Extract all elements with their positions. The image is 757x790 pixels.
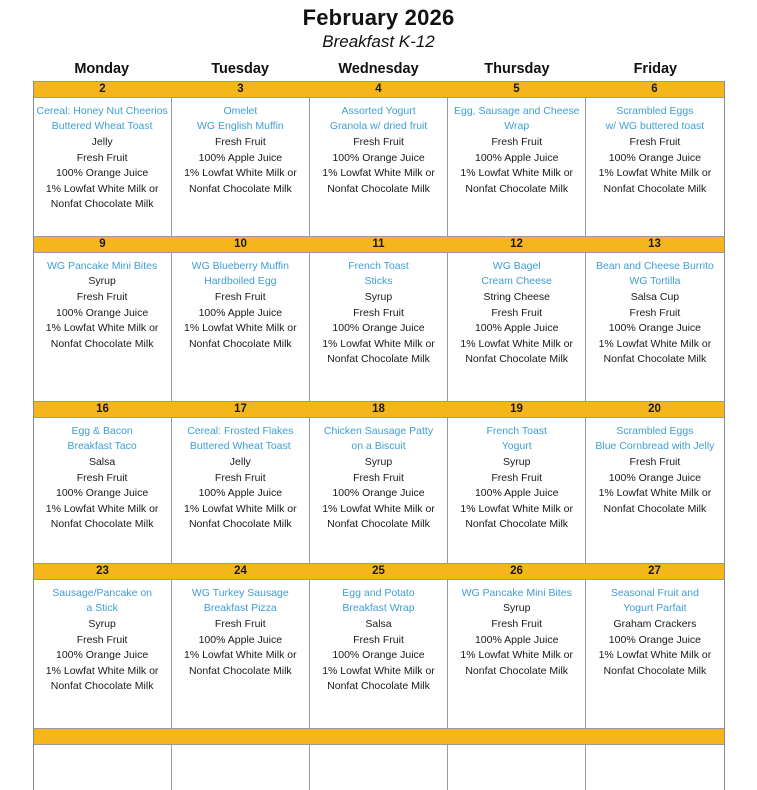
- menu-cell-row: [34, 580, 724, 728]
- calendar-week-row: [34, 236, 724, 401]
- menu-entree-line: WG Tortilla: [629, 275, 681, 288]
- menu-entree-line: a Stick: [86, 602, 118, 615]
- menu-side-line: 1% Lowfat White Milk or: [45, 664, 159, 677]
- date-number: 10: [234, 237, 247, 250]
- day-menu-cell[interactable]: [172, 580, 310, 728]
- menu-entree-line: WG Turkey Sausage: [191, 586, 289, 599]
- menu-side-line: 1% Lowfat White Milk or: [460, 649, 574, 662]
- menu-side-line: 1% Lowfat White Milk or: [45, 322, 159, 335]
- menu-side-line: 1% Lowfat White Milk or: [460, 337, 574, 350]
- menu-entree-line: Cereal: Honey Nut Cheerios: [36, 104, 168, 117]
- menu-side-line: Fresh Fruit: [214, 291, 266, 304]
- calendar-week-row: [34, 728, 724, 790]
- menu-side-line: Jelly: [229, 456, 251, 469]
- menu-side-line: Syrup: [364, 291, 393, 304]
- menu-side-line: Fresh Fruit: [76, 471, 128, 484]
- menu-side-line: Syrup: [502, 456, 531, 469]
- menu-side-line: Nonfat Chocolate Milk: [327, 518, 430, 531]
- date-number: 2: [99, 82, 106, 95]
- menu-side-line: Nonfat Chocolate Milk: [189, 182, 292, 195]
- menu-side-line: Fresh Fruit: [491, 471, 543, 484]
- day-menu-cell[interactable]: [448, 580, 586, 728]
- menu-side-line: Nonfat Chocolate Milk: [188, 664, 292, 677]
- day-menu-cell[interactable]: [448, 418, 586, 563]
- empty-date-cell: [310, 729, 448, 744]
- menu-side-line: 1% Lowfat White Milk or: [322, 337, 435, 350]
- menu-side-line: Salsa: [365, 618, 392, 631]
- date-number: 13: [648, 237, 661, 250]
- day-menu-cell[interactable]: [310, 253, 448, 401]
- menu-calendar-grid: [33, 81, 725, 790]
- menu-side-line: Nonfat Chocolate Milk: [50, 198, 154, 211]
- menu-side-line: 100% Orange Juice: [55, 649, 149, 662]
- day-menu-cell[interactable]: [172, 418, 310, 563]
- menu-side-line: 100% Orange Juice: [332, 322, 425, 335]
- menu-side-line: Salsa Cup: [630, 291, 680, 304]
- weekday-header-wednesday: Wednesday: [338, 60, 419, 77]
- menu-side-line: Fresh Fruit: [629, 456, 681, 469]
- day-menu-cell[interactable]: [310, 418, 448, 563]
- menu-side-line: Fresh Fruit: [491, 306, 543, 319]
- date-number: 16: [96, 402, 109, 415]
- menu-side-line: 100% Apple Juice: [198, 306, 283, 319]
- menu-side-line: Nonfat Chocolate Milk: [465, 518, 569, 531]
- empty-date-cell: [448, 729, 586, 744]
- day-menu-cell[interactable]: [34, 98, 172, 236]
- page-title: February 2026: [302, 5, 455, 30]
- menu-side-line: 1% Lowfat White Milk or: [598, 649, 712, 662]
- menu-side-line: 1% Lowfat White Milk or: [460, 502, 574, 515]
- day-menu-cell[interactable]: [586, 98, 723, 236]
- menu-side-line: 1% Lowfat White Milk or: [183, 649, 297, 662]
- menu-entree-line: WG Pancake Mini Bites: [46, 259, 158, 272]
- date-number: 4: [375, 82, 382, 95]
- menu-side-line: 100% Orange Juice: [608, 471, 702, 484]
- day-menu-cell[interactable]: [586, 745, 723, 790]
- date-number: 26: [510, 564, 523, 577]
- menu-side-line: 1% Lowfat White Milk or: [184, 167, 297, 180]
- date-number: 6: [651, 82, 658, 95]
- menu-side-line: 1% Lowfat White Milk or: [322, 502, 435, 515]
- menu-side-line: Jelly: [91, 136, 113, 149]
- menu-entree-line: Scrambled Eggs: [616, 424, 694, 437]
- day-menu-cell[interactable]: [586, 580, 723, 728]
- menu-side-line: 100% Apple Juice: [474, 322, 559, 335]
- menu-entree-line: Breakfast Taco: [67, 440, 137, 453]
- day-menu-cell[interactable]: [34, 745, 172, 790]
- date-number-strip: [34, 81, 724, 98]
- menu-side-line: Nonfat Chocolate Milk: [327, 353, 430, 366]
- menu-side-line: Nonfat Chocolate Milk: [465, 353, 569, 366]
- menu-entree-line: w/ WG buttered toast: [605, 120, 705, 133]
- calendar-title-block: [0, 0, 757, 52]
- menu-side-line: 1% Lowfat White Milk or: [322, 167, 435, 180]
- calendar-week-row: [34, 563, 724, 728]
- menu-side-line: 1% Lowfat White Milk or: [460, 167, 574, 180]
- weekday-header-tuesday: Tuesday: [211, 60, 269, 77]
- menu-side-line: 1% Lowfat White Milk or: [322, 664, 435, 677]
- menu-side-line: Nonfat Chocolate Milk: [603, 664, 707, 677]
- menu-entree-line: Cream Cheese: [481, 275, 553, 288]
- date-number: 11: [372, 237, 385, 250]
- menu-side-line: Fresh Fruit: [214, 618, 266, 631]
- menu-side-line: 1% Lowfat White Milk or: [598, 337, 712, 350]
- menu-side-line: 1% Lowfat White Milk or: [598, 167, 712, 180]
- menu-side-line: 100% Orange Juice: [56, 167, 149, 180]
- menu-entree-line: Hardboiled Egg: [204, 275, 277, 288]
- empty-date-cell: [34, 729, 172, 744]
- menu-side-line: Nonfat Chocolate Milk: [465, 664, 569, 677]
- day-menu-cell[interactable]: [172, 98, 310, 236]
- day-menu-cell[interactable]: [172, 253, 310, 401]
- menu-entree-line: Assorted Yogurt: [341, 104, 416, 117]
- day-menu-cell[interactable]: [448, 98, 586, 236]
- menu-side-line: Nonfat Chocolate Milk: [50, 518, 154, 531]
- day-menu-cell[interactable]: [310, 580, 448, 728]
- menu-entree-line: Cereal: Frosted Flakes: [187, 424, 294, 437]
- date-number: 20: [648, 402, 661, 415]
- menu-side-line: Nonfat Chocolate Milk: [327, 182, 430, 195]
- menu-entree-line: Yogurt Parfait: [623, 602, 687, 615]
- page-subtitle: Breakfast K-12: [322, 32, 435, 52]
- menu-side-line: 100% Orange Juice: [55, 306, 149, 319]
- menu-entree-line: Bean and Cheese Burrito: [595, 259, 714, 272]
- menu-entree-line: Egg and Potato: [342, 586, 415, 599]
- menu-side-line: Nonfat Chocolate Milk: [50, 680, 154, 693]
- calendar-week-row: [34, 401, 724, 563]
- menu-side-line: 100% Orange Juice: [608, 151, 702, 164]
- day-menu-cell[interactable]: [34, 253, 172, 401]
- menu-side-line: Fresh Fruit: [491, 136, 543, 149]
- menu-side-line: String Cheese: [483, 291, 550, 304]
- menu-side-line: 100% Apple Juice: [198, 487, 283, 500]
- menu-side-line: 100% Orange Juice: [55, 487, 149, 500]
- menu-side-line: Nonfat Chocolate Milk: [327, 680, 430, 693]
- menu-side-line: Nonfat Chocolate Milk: [465, 182, 569, 195]
- day-menu-cell[interactable]: [586, 418, 723, 563]
- empty-date-strip: [34, 728, 724, 745]
- menu-side-line: Syrup: [364, 456, 393, 469]
- menu-cell-row: [34, 98, 724, 236]
- menu-side-line: 100% Apple Juice: [475, 151, 559, 164]
- menu-entree-line: Breakfast Pizza: [203, 602, 277, 615]
- menu-side-line: 1% Lowfat White Milk or: [598, 487, 712, 500]
- menu-side-line: Fresh Fruit: [353, 306, 404, 319]
- menu-side-line: Syrup: [88, 275, 116, 288]
- calendar-week-row: [34, 81, 724, 236]
- menu-side-line: 100% Orange Juice: [332, 649, 425, 662]
- menu-entree-line: Sticks: [364, 275, 393, 288]
- menu-side-line: 1% Lowfat White Milk or: [45, 182, 159, 195]
- menu-entree-line: WG Blueberry Muffin: [191, 259, 289, 272]
- menu-side-line: Syrup: [88, 618, 116, 631]
- menu-side-line: Fresh Fruit: [353, 136, 404, 149]
- menu-entree-line: Blue Cornbread with Jelly: [595, 440, 715, 453]
- menu-side-line: Fresh Fruit: [629, 136, 681, 149]
- day-menu-cell[interactable]: [172, 745, 310, 790]
- menu-side-line: Salsa: [88, 456, 116, 469]
- date-number: 27: [648, 564, 661, 577]
- menu-side-line: Fresh Fruit: [76, 151, 128, 164]
- menu-side-line: 1% Lowfat White Milk or: [183, 502, 297, 515]
- menu-side-line: 100% Orange Juice: [332, 487, 425, 500]
- menu-entree-line: Egg & Bacon: [71, 424, 133, 437]
- weekday-header-row: [33, 61, 725, 81]
- date-number: 23: [96, 564, 109, 577]
- menu-side-line: Nonfat Chocolate Milk: [603, 502, 707, 515]
- day-menu-cell[interactable]: [586, 253, 723, 401]
- menu-side-line: Nonfat Chocolate Milk: [603, 353, 707, 366]
- menu-side-line: 100% Orange Juice: [608, 633, 702, 646]
- weekday-header-monday: Monday: [74, 60, 130, 77]
- weekday-header-friday: Friday: [633, 60, 678, 77]
- menu-entree-line: Wrap: [504, 120, 530, 133]
- day-menu-cell[interactable]: [34, 418, 172, 563]
- menu-side-line: Nonfat Chocolate Milk: [603, 182, 707, 195]
- menu-entree-line: Sausage/Pancake on: [52, 586, 153, 599]
- date-number: 24: [234, 564, 247, 577]
- menu-entree-line: Egg, Sausage and Cheese: [453, 104, 580, 117]
- menu-side-line: 100% Orange Juice: [608, 322, 702, 335]
- date-number: 3: [237, 82, 244, 95]
- menu-side-line: Syrup: [502, 602, 531, 615]
- day-menu-cell[interactable]: [448, 745, 586, 790]
- empty-date-cell: [586, 729, 724, 744]
- day-menu-cell[interactable]: [448, 253, 586, 401]
- date-number: 5: [513, 82, 520, 95]
- menu-side-line: Fresh Fruit: [629, 306, 681, 319]
- menu-side-line: 100% Orange Juice: [332, 151, 425, 164]
- day-menu-cell[interactable]: [310, 745, 448, 790]
- menu-cell-row: [34, 418, 724, 563]
- menu-side-line: 100% Apple Juice: [474, 487, 559, 500]
- weekday-header-thursday: Thursday: [484, 60, 550, 77]
- menu-entree-line: WG English Muffin: [197, 120, 284, 133]
- date-number: 9: [99, 237, 106, 250]
- menu-entree-line: Scrambled Eggs: [616, 104, 694, 117]
- menu-entree-line: on a Biscuit: [351, 440, 406, 453]
- date-number: 25: [372, 564, 385, 577]
- date-number-strip: [34, 401, 724, 418]
- menu-side-line: Fresh Fruit: [353, 471, 404, 484]
- menu-side-line: Fresh Fruit: [491, 618, 543, 631]
- menu-side-line: Graham Crackers: [613, 618, 697, 631]
- menu-side-line: Fresh Fruit: [214, 471, 266, 484]
- menu-entree-line: WG Pancake Mini Bites: [461, 586, 572, 599]
- menu-entree-line: Buttered Wheat Toast: [51, 120, 153, 133]
- menu-side-line: Fresh Fruit: [76, 633, 128, 646]
- menu-entree-line: Yogurt: [501, 440, 532, 453]
- menu-side-line: Nonfat Chocolate Milk: [188, 518, 292, 531]
- menu-side-line: 1% Lowfat White Milk or: [45, 502, 159, 515]
- menu-entree-line: Breakfast Wrap: [342, 602, 415, 615]
- menu-side-line: 100% Apple Juice: [474, 633, 559, 646]
- menu-entree-line: Granola w/ dried fruit: [329, 120, 428, 133]
- menu-cell-row: [34, 745, 724, 790]
- menu-cell-row: [34, 253, 724, 401]
- date-number: 17: [234, 402, 247, 415]
- menu-entree-line: WG Bagel: [492, 259, 541, 272]
- menu-entree-line: Omelet: [223, 104, 258, 117]
- menu-entree-line: Chicken Sausage Patty: [323, 424, 434, 437]
- menu-entree-line: Seasonal Fruit and: [610, 586, 699, 599]
- date-number-strip: [34, 236, 724, 253]
- date-number-strip: [34, 563, 724, 580]
- menu-side-line: 1% Lowfat White Milk or: [183, 322, 297, 335]
- menu-entree-line: French Toast: [348, 259, 409, 272]
- menu-side-line: Nonfat Chocolate Milk: [188, 337, 292, 350]
- empty-date-cell: [172, 729, 310, 744]
- menu-side-line: Fresh Fruit: [215, 136, 266, 149]
- menu-side-line: Fresh Fruit: [353, 633, 404, 646]
- menu-side-line: Fresh Fruit: [76, 291, 128, 304]
- day-menu-cell[interactable]: [310, 98, 448, 236]
- menu-side-line: 100% Apple Juice: [198, 151, 283, 164]
- day-menu-cell[interactable]: [34, 580, 172, 728]
- date-number: 12: [510, 237, 523, 250]
- menu-entree-line: French Toast: [486, 424, 547, 437]
- menu-side-line: Nonfat Chocolate Milk: [50, 337, 154, 350]
- menu-entree-line: Buttered Wheat Toast: [189, 440, 291, 453]
- date-number: 19: [510, 402, 523, 415]
- date-number: 18: [372, 402, 385, 415]
- menu-side-line: 100% Apple Juice: [198, 633, 283, 646]
